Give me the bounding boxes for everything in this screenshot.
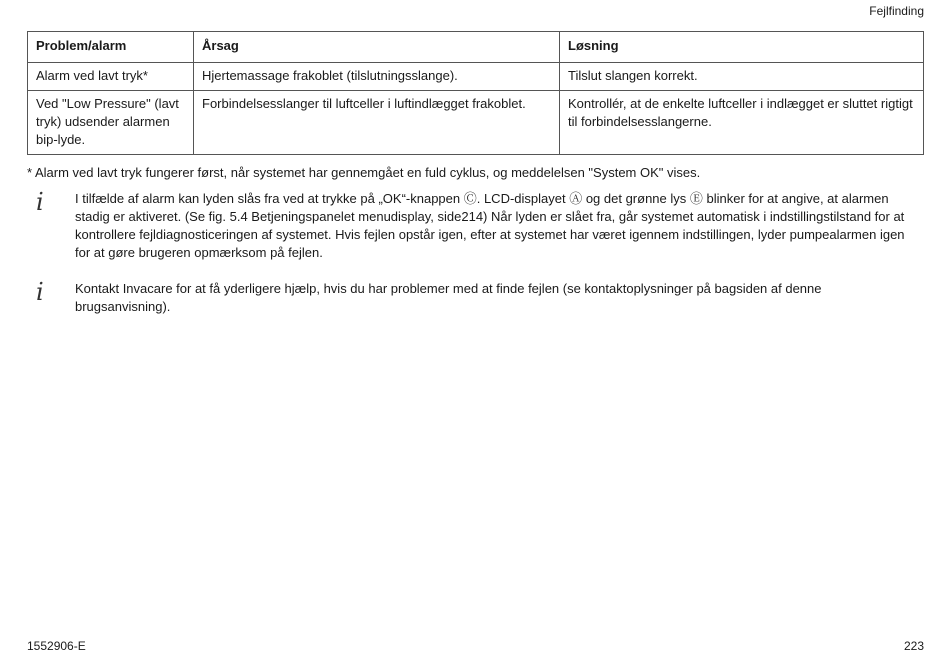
cause-cell: Forbindelsesslanger til luftceller i luftindlægget frakoblet. <box>194 91 560 155</box>
problem-cell: Alarm ved lavt tryk* <box>28 63 194 91</box>
troubleshooting-table <box>27 31 924 155</box>
column-header-cause: Årsag <box>194 32 560 63</box>
info-note <box>36 190 916 262</box>
document-number: 1552906-E <box>27 639 86 653</box>
solution-cell: Tilslut slangen korrekt. <box>560 63 924 91</box>
info-note-text: I tilfælde af alarm kan lyden slås fra ved at trykke på „OK“-knappen Ⓒ. LCD-displayet Ⓐ og det grønne lys Ⓔ blinker for at angive, at alarmen stadig er aktiveret. (Se fig. 5.4 Betjeningspanelet menudisplay, side214) Når lyden er slået fra, går systemet automatisk i indstillingstilstand for at kontrollere fejldiagnosticeringen af systemet. Hvis fejlen opstår igen, efter at systemet har været igennem indstillingen, lyder pumpealarmen igen for at gøre brugeren opmærksom på fejlen. <box>75 191 905 260</box>
problem-cell: Ved "Low Pressure" (lavt tryk) udsender alarmen bip-lyde. <box>28 91 194 155</box>
info-icon: i <box>36 188 44 216</box>
cause-cell: Hjertemassage frakoblet (tilslutningsslange). <box>194 63 560 91</box>
column-header-problem: Problem/alarm <box>28 32 194 63</box>
table-row <box>28 63 924 91</box>
table-header-row <box>28 32 924 63</box>
section-header: Fejlfinding <box>869 4 924 18</box>
page-number: 223 <box>903 639 924 653</box>
info-note-text: Kontakt Invacare for at få yderligere hjælp, hvis du har problemer med at finde fejlen (se kontaktoplysninger på bagsiden af denne brugsanvisning). <box>75 281 822 314</box>
column-header-solution: Løsning <box>560 32 924 63</box>
info-note <box>36 280 916 316</box>
solution-cell: Kontrollér, at de enkelte luftceller i indlægget er sluttet rigtigt til forbindelsesslangerne. <box>560 91 924 155</box>
table-footnote: * Alarm ved lavt tryk fungerer først, når systemet har gennemgået en fuld cyklus, og meddelelsen "System OK" vises. <box>27 165 701 180</box>
table-row <box>28 91 924 155</box>
info-icon: i <box>36 278 44 306</box>
